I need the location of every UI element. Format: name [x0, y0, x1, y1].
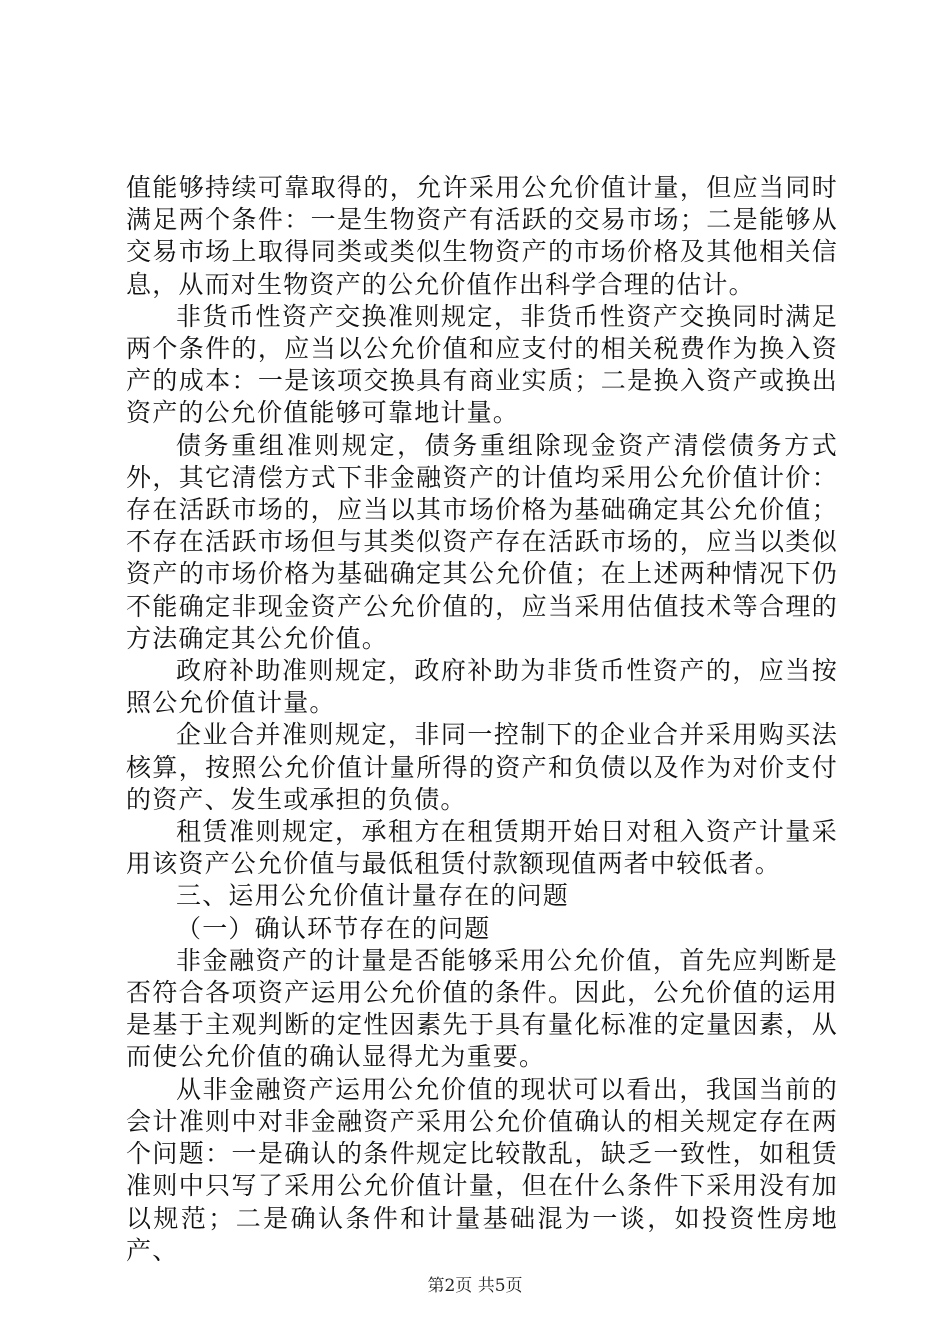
- paragraph-leases: 租赁准则规定，承租方在租赁期开始日对租入资产计量采用该资产公允价值与最低租赁付款额现值两者中较低者。: [126, 817, 838, 879]
- section-heading: 三、运用公允价值计量存在的问题: [176, 881, 570, 911]
- paragraph-continuation: 值能够持续可靠取得的，允许采用公允价值计量，但应当同时满足两个条件：一是生物资产有活跃的交易市场；二是能够从交易市场上取得同类或类似生物资产的市场价格及其他相关信息，从而对生物资产的公允价值作出科学合理的估计。: [126, 173, 838, 299]
- paragraph-current-status: 从非金融资产运用公允价值的现状可以看出，我国当前的会计准则中对非金融资产采用公允价值确认的相关规定存在两个问题：一是确认的条件规定比较散乱，缺乏一致性，如租赁准则中只写了采用公允价值计量，但在什么条件下采用没有加以规范；二是确认条件和计量基础混为一谈，如投资性房地产、: [126, 1074, 838, 1265]
- paragraph-debt-restructuring: 债务重组准则规定，债务重组除现金资产清偿债务方式外，其它清偿方式下非金融资产的计值均采用公允价值计价：存在活跃市场的，应当以其市场价格为基础确定其公允价值；不存在活跃市场但与其类似资产存在活跃市场的，应当以类似资产的市场价格为基础确定其公允价值；在上述两种情况下仍不能确定非现金资产公允价值的，应当采用估值技术等合理的方法确定其公允价值。: [126, 430, 838, 653]
- paragraph-recognition: 非金融资产的计量是否能够采用公允价值，首先应判断是否符合各项资产运用公允价值的条件。因此，公允价值的运用是基于主观判断的定性因素先于具有量化标准的定量因素，从而使公允价值的确认显得尤为重要。: [126, 945, 838, 1072]
- paragraph-business-combination: 企业合并准则规定，非同一控制下的企业合并采用购买法核算，按照公允价值计量所得的资产和负债以及作为对价支付的资产、发生或承担的负债。: [126, 720, 838, 814]
- document-body: [126, 172, 838, 1267]
- page-footer: 第2页 共5页: [427, 1276, 523, 1296]
- paragraph-government-grants: 政府补助准则规定，政府补助为非货币性资产的，应当按照公允价值计量。: [126, 656, 838, 718]
- paragraph-nonmonetary-exchange: 非货币性资产交换准则规定，非货币性资产交换同时满足两个条件的，应当以公允价值和应支付的相关税费作为换入资产的成本：一是该项交换具有商业实质；二是换入资产或换出资产的公允价值能够可靠地计量。: [126, 301, 838, 428]
- subsection-heading: （一）确认环节存在的问题: [176, 913, 491, 943]
